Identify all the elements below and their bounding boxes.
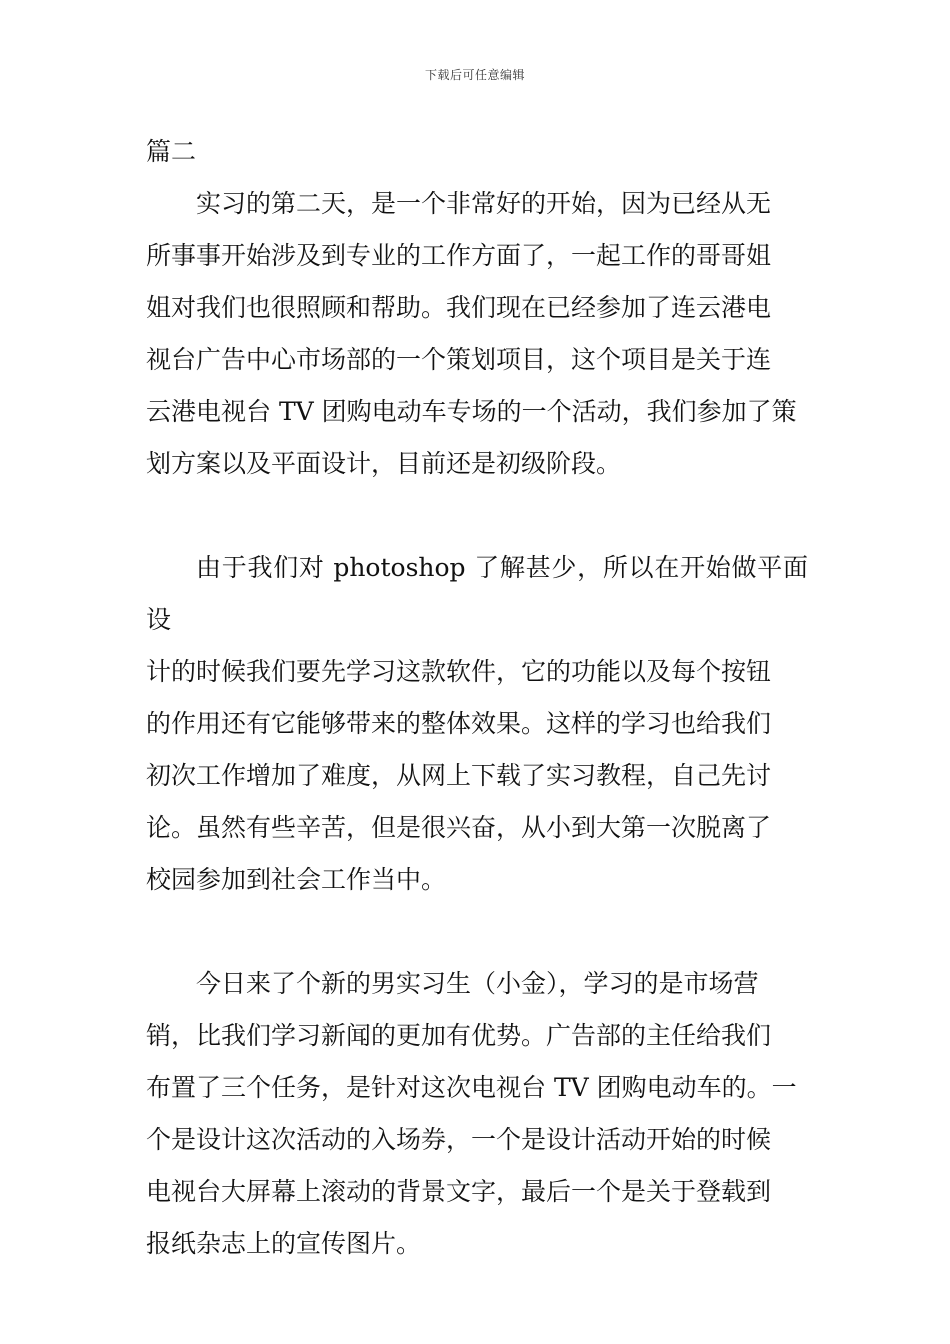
paragraph-line: 报纸杂志上的宣传图片。 bbox=[146, 1229, 422, 1258]
paragraph-line: 视台广告中心市场部的一个策划项目，这个项目是关于连 bbox=[146, 345, 772, 374]
paragraph-line: 布置了三个任务，是针对这次电视台 TV 团购电动车的。一 bbox=[146, 1073, 797, 1102]
paragraph-line: 云港电视台 TV 团购电动车专场的一个活动，我们参加了策 bbox=[146, 397, 797, 426]
paragraph-line: 姐对我们也很照顾和帮助。我们现在已经参加了连云港电 bbox=[146, 293, 772, 322]
paragraph-line: 个是设计这次活动的入场券，一个是设计活动开始的时候 bbox=[146, 1125, 772, 1154]
paragraph-1 bbox=[146, 178, 808, 490]
paragraph-line: 由于我们对 photoshop 了解甚少，所以在开始做平面设 bbox=[146, 553, 808, 634]
paragraph-line: 划方案以及平面设计，目前还是初级阶段。 bbox=[146, 449, 622, 478]
paragraph-line: 实习的第二天，是一个非常好的开始，因为已经从无 bbox=[196, 189, 772, 218]
paragraph-line: 初次工作增加了难度，从网上下载了实习教程，自己先讨 bbox=[146, 761, 772, 790]
paragraph-3 bbox=[146, 958, 808, 1270]
paragraph-line: 计的时候我们要先学习这款软件，它的功能以及每个按钮 bbox=[146, 657, 772, 686]
paragraph-line: 论。虽然有些辛苦，但是很兴奋，从小到大第一次脱离了 bbox=[146, 813, 772, 842]
section-title: 篇二 bbox=[146, 137, 197, 166]
paragraph-line: 销，比我们学习新闻的更加有优势。广告部的主任给我们 bbox=[146, 1021, 772, 1050]
paragraph-line: 校园参加到社会工作当中。 bbox=[146, 865, 447, 894]
paragraph-line: 所事事开始涉及到专业的工作方面了，一起工作的哥哥姐 bbox=[146, 241, 772, 270]
document-body bbox=[146, 126, 808, 1270]
paragraph-2 bbox=[146, 542, 808, 906]
paragraph-line: 电视台大屏幕上滚动的背景文字，最后一个是关于登载到 bbox=[146, 1177, 772, 1206]
paragraph-line: 的作用还有它能够带来的整体效果。这样的学习也给我们 bbox=[146, 709, 772, 738]
download-note: 下载后可任意编辑 bbox=[424, 68, 525, 82]
paragraph-line: 今日来了个新的男实习生（小金），学习的是市场营 bbox=[196, 969, 759, 998]
